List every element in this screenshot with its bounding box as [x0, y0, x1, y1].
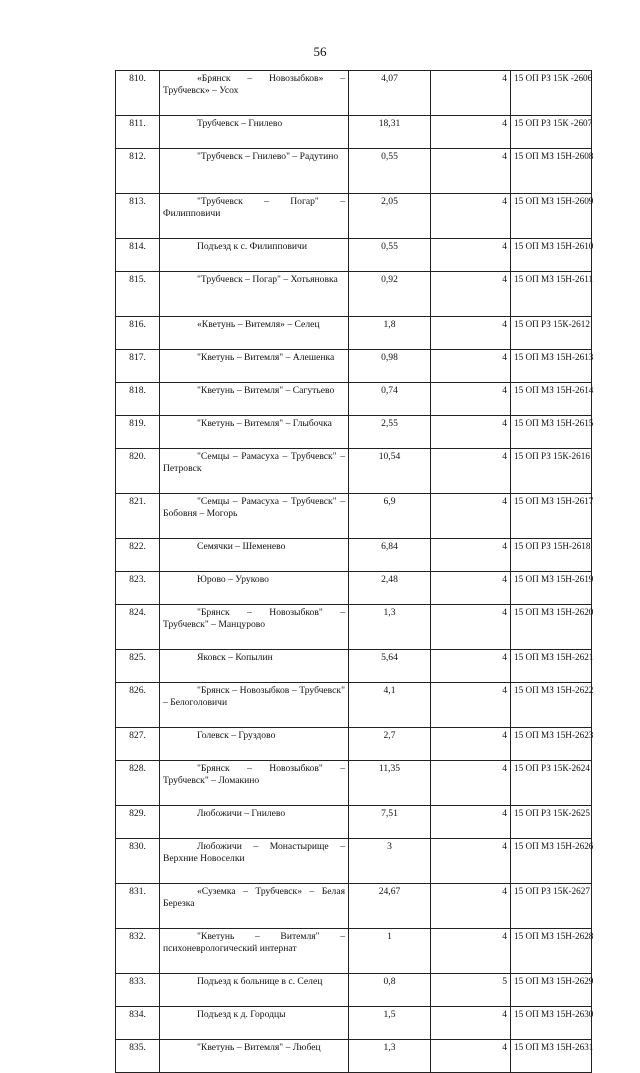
road-length-cell: 1,3 [349, 605, 431, 650]
road-category-cell: 4 [431, 806, 511, 839]
road-name-cell [160, 416, 349, 449]
road-length-cell: 0,8 [349, 974, 431, 1007]
road-length-cell: 2,48 [349, 572, 431, 605]
table-row [116, 839, 592, 884]
table-row [116, 350, 592, 383]
row-number-cell: 819. [116, 416, 160, 449]
road-length-cell: 6,9 [349, 494, 431, 539]
road-id-code-cell: 15 ОП РЗ 15К -2607 [511, 116, 592, 149]
road-category-cell: 4 [431, 350, 511, 383]
road-category-cell: 4 [431, 1040, 511, 1073]
road-name-text: Голевск – Груздово [197, 730, 276, 741]
road-category-cell: 4 [431, 272, 511, 317]
road-name-text: "Брянск – Новозыбков" – Трубчевск" – Ломакино [163, 763, 345, 786]
road-length-cell: 0,55 [349, 149, 431, 194]
road-category-cell: 4 [431, 884, 511, 929]
table-row [116, 572, 592, 605]
road-name-text: «Суземка – Трубчевск» – Белая Березка [163, 886, 345, 909]
road-id-code-cell: 15 ОП МЗ 15Н-2619 [511, 572, 592, 605]
table-row [116, 416, 592, 449]
table-row [116, 929, 592, 974]
road-name-text: "Кветунь – Витемля" – Сагутьево [197, 385, 335, 396]
road-length-cell: 0,98 [349, 350, 431, 383]
row-number-cell: 824. [116, 605, 160, 650]
road-length-cell: 10,54 [349, 449, 431, 494]
row-number-cell: 828. [116, 761, 160, 806]
road-id-code-cell: 15 ОП МЗ 15Н-2628 [511, 929, 592, 974]
road-category-cell: 5 [431, 974, 511, 1007]
road-name-cell [160, 71, 349, 116]
row-number-cell: 813. [116, 194, 160, 239]
row-number-cell: 818. [116, 383, 160, 416]
road-name-text: Подъезд к д. Городцы [197, 1009, 286, 1020]
row-number-cell: 821. [116, 494, 160, 539]
road-name-cell [160, 728, 349, 761]
road-name-text: "Трубчевск – Погар" – Филипповичи [163, 196, 345, 219]
table-row [116, 1007, 592, 1040]
road-length-cell: 4,07 [349, 71, 431, 116]
road-name-text: Семячки – Шеменево [197, 541, 286, 552]
road-category-cell: 4 [431, 761, 511, 806]
road-category-cell: 4 [431, 929, 511, 974]
table-row [116, 605, 592, 650]
page-number: 56 [313, 44, 327, 59]
road-category-cell: 4 [431, 539, 511, 572]
road-name-text: «Брянск – Новозыбков» – Трубчевск» – Усох [163, 73, 345, 96]
road-name-cell [160, 449, 349, 494]
road-id-code-cell: 15 ОП МЗ 15Н-2623 [511, 728, 592, 761]
road-name-text: Любожичи – Монастырище – Верхние Новоселки [163, 841, 345, 864]
table-row [116, 1040, 592, 1073]
road-id-code-cell: 15 ОП МЗ 15Н-2615 [511, 416, 592, 449]
road-id-code-cell: 15 ОП РЗ 15К-2627 [511, 884, 592, 929]
road-length-cell: 2,05 [349, 194, 431, 239]
road-length-cell: 1,8 [349, 317, 431, 350]
table-row [116, 650, 592, 683]
table-row [116, 317, 592, 350]
table-row [116, 539, 592, 572]
road-length-cell: 24,67 [349, 884, 431, 929]
road-length-cell: 3 [349, 839, 431, 884]
road-name-cell [160, 350, 349, 383]
road-name-cell [160, 149, 349, 194]
table-row [116, 239, 592, 272]
row-number-cell: 826. [116, 683, 160, 728]
roads-table-body [116, 71, 592, 1073]
road-id-code-cell: 15 ОП МЗ 15Н-2614 [511, 383, 592, 416]
road-id-code-cell: 15 ОП РЗ 15К-2625 [511, 806, 592, 839]
row-number-cell: 816. [116, 317, 160, 350]
road-id-code-cell: 15 ОП МЗ 15Н-2630 [511, 1007, 592, 1040]
row-number-cell: 835. [116, 1040, 160, 1073]
road-id-code-cell: 15 ОП МЗ 15Н-2617 [511, 494, 592, 539]
road-category-cell: 4 [431, 317, 511, 350]
row-number-cell: 814. [116, 239, 160, 272]
road-name-cell [160, 572, 349, 605]
table-row [116, 449, 592, 494]
road-id-code-cell: 15 ОП МЗ 15Н-2611 [511, 272, 592, 317]
table-row [116, 494, 592, 539]
row-number-cell: 810. [116, 71, 160, 116]
road-length-cell: 6,84 [349, 539, 431, 572]
road-name-cell [160, 239, 349, 272]
road-length-cell: 2,55 [349, 416, 431, 449]
road-name-cell [160, 539, 349, 572]
table-row [116, 974, 592, 1007]
row-number-cell: 825. [116, 650, 160, 683]
road-category-cell: 4 [431, 605, 511, 650]
road-id-code-cell: 15 ОП РЗ 15Н-2618 [511, 539, 592, 572]
road-category-cell: 4 [431, 383, 511, 416]
road-name-text: Яковск – Копылин [197, 652, 273, 663]
road-name-cell [160, 974, 349, 1007]
road-id-code-cell: 15 ОП РЗ 15К -2606 [511, 71, 592, 116]
road-name-cell [160, 194, 349, 239]
road-id-code-cell: 15 ОП РЗ 15К-2624 [511, 761, 592, 806]
road-category-cell: 4 [431, 494, 511, 539]
road-length-cell: 0,92 [349, 272, 431, 317]
road-name-cell [160, 116, 349, 149]
road-length-cell: 18,31 [349, 116, 431, 149]
road-length-cell: 0,74 [349, 383, 431, 416]
road-category-cell: 4 [431, 71, 511, 116]
road-name-text: "Кветунь – Витемля" – Глыбочка [197, 418, 332, 429]
road-id-code-cell: 15 ОП МЗ 15Н-2626 [511, 839, 592, 884]
road-name-text: "Семцы – Рамасуха – Трубчевск" – Петровск [163, 451, 345, 474]
road-name-cell [160, 683, 349, 728]
road-length-cell: 1,3 [349, 1040, 431, 1073]
road-name-text: «Кветунь – Витемля» – Селец [197, 319, 320, 330]
road-name-text: Подъезд к больнице в с. Селец [197, 976, 323, 987]
road-id-code-cell: 15 ОП МЗ 15Н-2610 [511, 239, 592, 272]
road-category-cell: 4 [431, 572, 511, 605]
road-name-text: "Кветунь – Витемля" – Любец [197, 1042, 321, 1053]
row-number-cell: 831. [116, 884, 160, 929]
row-number-cell: 820. [116, 449, 160, 494]
road-category-cell: 4 [431, 194, 511, 239]
road-id-code-cell: 15 ОП МЗ 15Н-2622 [511, 683, 592, 728]
road-name-cell [160, 839, 349, 884]
row-number-cell: 829. [116, 806, 160, 839]
road-id-code-cell: 15 ОП РЗ 15К-2612 [511, 317, 592, 350]
road-id-code-cell: 15 ОП МЗ 15Н-2608 [511, 149, 592, 194]
table-row [116, 272, 592, 317]
row-number-cell: 812. [116, 149, 160, 194]
road-length-cell: 11,35 [349, 761, 431, 806]
table-row [116, 683, 592, 728]
road-name-text: "Брянск – Новозыбков" – Трубчевск" – Манцурово [163, 607, 345, 630]
road-category-cell: 4 [431, 416, 511, 449]
row-number-cell: 815. [116, 272, 160, 317]
row-number-cell: 832. [116, 929, 160, 974]
road-name-cell [160, 317, 349, 350]
road-category-cell: 4 [431, 1007, 511, 1040]
table-row [116, 116, 592, 149]
road-id-code-cell: 15 ОП МЗ 15Н-2613 [511, 350, 592, 383]
table-row [116, 71, 592, 116]
row-number-cell: 830. [116, 839, 160, 884]
road-length-cell: 1 [349, 929, 431, 974]
row-number-cell: 823. [116, 572, 160, 605]
road-length-cell: 4,1 [349, 683, 431, 728]
road-category-cell: 4 [431, 149, 511, 194]
road-name-cell [160, 383, 349, 416]
road-name-text: "Кветунь – Витемля" – Алешенка [197, 352, 335, 363]
road-name-text: "Семцы – Рамасуха – Трубчевск" – Бобовня – Могорь [163, 496, 345, 519]
road-category-cell: 4 [431, 449, 511, 494]
road-name-cell [160, 1007, 349, 1040]
road-category-cell: 4 [431, 239, 511, 272]
row-number-cell: 827. [116, 728, 160, 761]
road-name-cell [160, 761, 349, 806]
table-row [116, 806, 592, 839]
road-id-code-cell: 15 ОП МЗ 15Н-2631 [511, 1040, 592, 1073]
road-name-cell [160, 605, 349, 650]
road-name-text: Юрово – Уруково [197, 574, 269, 585]
road-name-text: Любожичи – Гнилево [197, 808, 286, 819]
table-row [116, 194, 592, 239]
road-name-text: "Кветунь – Витемля" – психоневрологический интернат [163, 931, 345, 954]
road-id-code-cell: 15 ОП МЗ 15Н-2621 [511, 650, 592, 683]
road-name-cell [160, 929, 349, 974]
road-name-cell [160, 884, 349, 929]
road-category-cell: 4 [431, 650, 511, 683]
table-row [116, 383, 592, 416]
road-name-text: "Брянск – Новозыбков – Трубчевск" – Белоголовичи [163, 685, 345, 708]
road-name-cell [160, 494, 349, 539]
road-length-cell: 1,5 [349, 1007, 431, 1040]
row-number-cell: 817. [116, 350, 160, 383]
road-length-cell: 2,7 [349, 728, 431, 761]
table-row [116, 761, 592, 806]
table-row [116, 884, 592, 929]
road-id-code-cell: 15 ОП МЗ 15Н-2620 [511, 605, 592, 650]
row-number-cell: 833. [116, 974, 160, 1007]
road-id-code-cell: 15 ОП МЗ 15Н-2629 [511, 974, 592, 1007]
row-number-cell: 834. [116, 1007, 160, 1040]
road-id-code-cell: 15 ОП МЗ 15Н-2609 [511, 194, 592, 239]
road-name-cell [160, 1040, 349, 1073]
road-name-cell [160, 272, 349, 317]
road-category-cell: 4 [431, 116, 511, 149]
road-length-cell: 5,64 [349, 650, 431, 683]
road-name-text: Подъезд к с. Филипповичи [197, 241, 307, 252]
table-row [116, 728, 592, 761]
road-name-text: "Трубчевск – Погар" – Хотьяновка [197, 274, 338, 285]
road-category-cell: 4 [431, 728, 511, 761]
road-name-cell [160, 806, 349, 839]
road-id-code-cell: 15 ОП РЗ 15К-2616 [511, 449, 592, 494]
road-length-cell: 7,51 [349, 806, 431, 839]
road-name-text: Трубчевск – Гнилево [197, 118, 283, 129]
row-number-cell: 822. [116, 539, 160, 572]
table-row [116, 149, 592, 194]
road-length-cell: 0,55 [349, 239, 431, 272]
row-number-cell: 811. [116, 116, 160, 149]
road-category-cell: 4 [431, 839, 511, 884]
roads-table [115, 70, 592, 1073]
road-name-text: "Трубчевск – Гнилево" – Радутино [197, 151, 339, 162]
road-category-cell: 4 [431, 683, 511, 728]
road-name-cell [160, 650, 349, 683]
